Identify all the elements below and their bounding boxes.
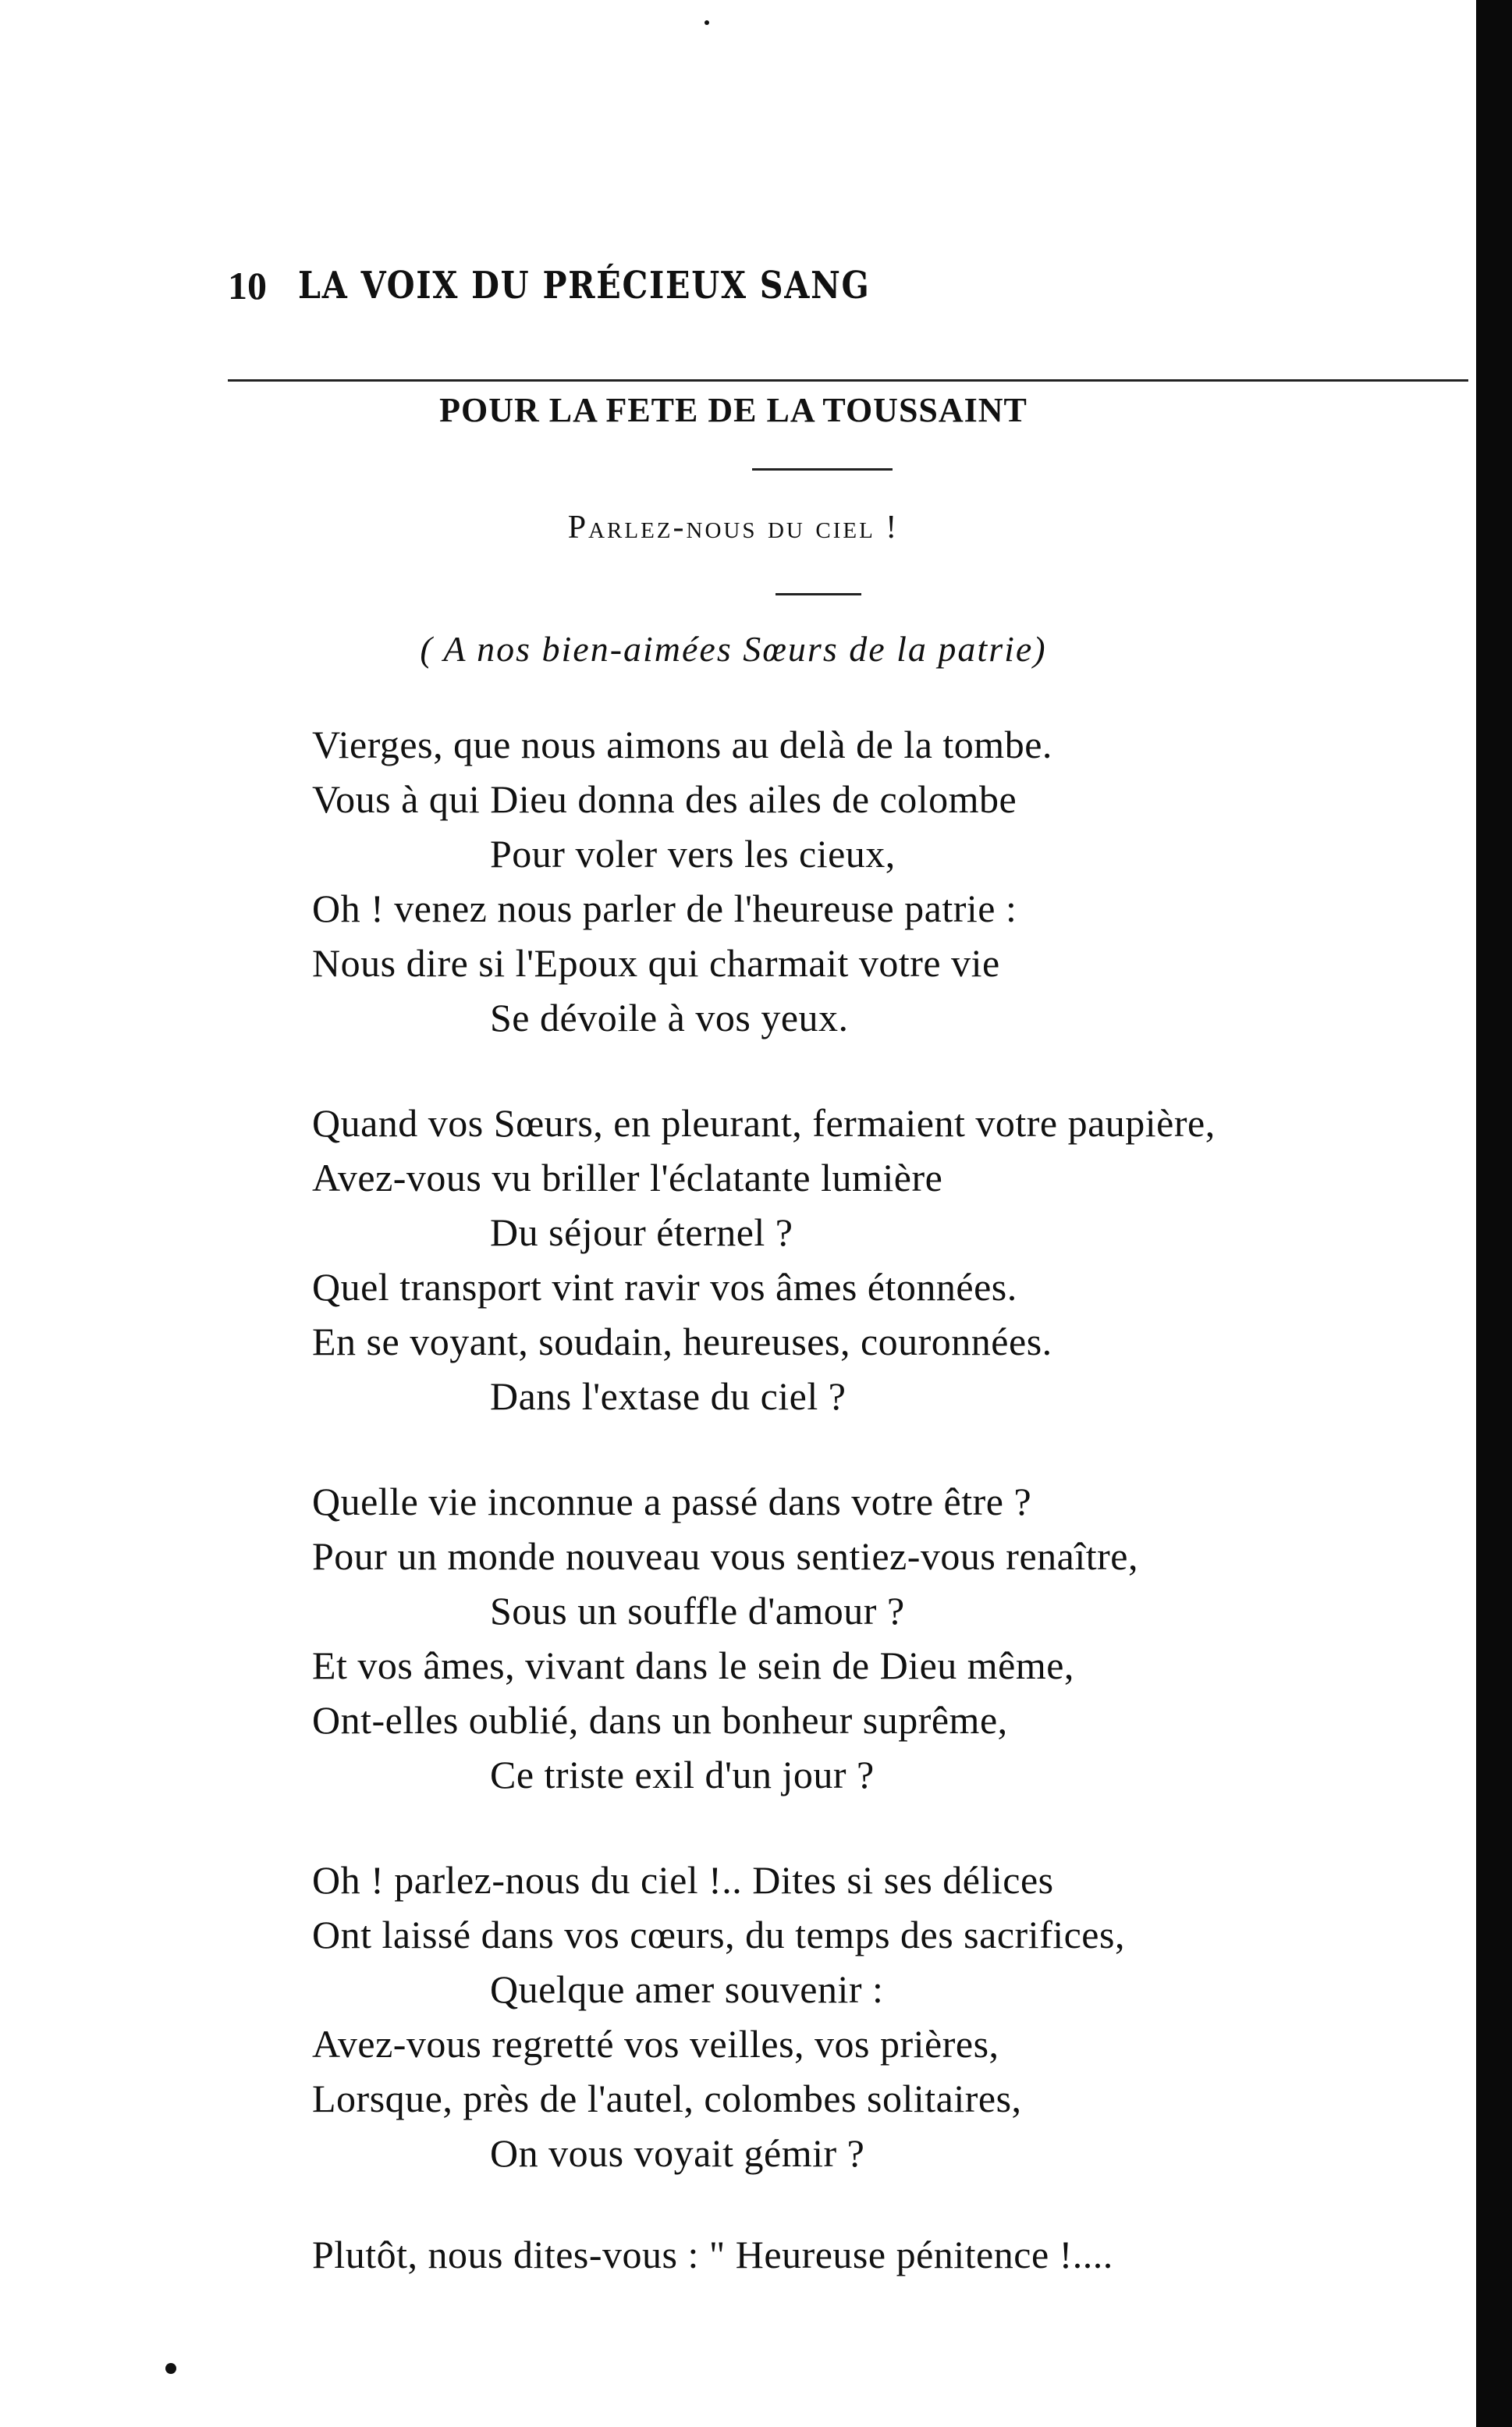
poem-line: Oh ! parlez-nous du ciel !.. Dites si ses délices [312,1858,1054,1902]
poem-title: POUR LA FETE DE LA TOUSSAINT [439,391,1028,429]
poem-line: Avez-vous regretté vos veilles, vos prières, [312,2022,999,2066]
poem-line: Plutôt, nous dites-vous : " Heureuse pénitence !.... [312,2233,1113,2276]
poem-line: On vous voyait gémir ? [490,2131,865,2175]
title-rule [752,468,893,471]
poem-line: Sous un souffle d'amour ? [490,1589,905,1633]
ink-speck [165,2363,176,2374]
page-number: 10 [228,264,267,307]
poem-line: Ont laissé dans vos cœurs, du temps des sacrifices, [312,1913,1125,1956]
poem-line: Pour voler vers les cieux, [490,832,896,876]
running-title: LA VOIX DU PRÉCIEUX SANG [298,264,871,307]
poem-line: Quelque amer souvenir : [490,1967,884,2011]
poem-line: Et vos âmes, vivant dans le sein de Dieu même, [312,1643,1074,1687]
poem-line: Oh ! venez nous parler de l'heureuse patrie : [312,887,1017,930]
poem-line: Avez-vous vu briller l'éclatante lumière [312,1156,943,1199]
running-header [228,262,1414,309]
poem-line: Vous à qui Dieu donna des ailes de colombe [312,777,1017,821]
poem-line: Quand vos Sœurs, en pleurant, fermaient votre paupière, [312,1101,1216,1145]
page-edge-shadow [1476,0,1512,2427]
poem-line: Lorsque, près de l'autel, colombes solitaires, [312,2077,1022,2120]
poem-line: Ce triste exil d'un jour ? [490,1753,875,1796]
poem-line: Ont-elles oublié, dans un bonheur suprême, [312,1698,1008,1742]
subtitle-rule [776,593,861,595]
ink-speck [705,20,709,25]
poem-line: Quelle vie inconnue a passé dans votre être ? [312,1480,1032,1523]
poem-dedication: ( A nos bien-aimées Sœurs de la patrie) [420,629,1047,669]
header-rule [228,379,1468,382]
poem-line: Pour un monde nouveau vous sentiez-vous renaître, [312,1534,1138,1578]
poem-line: En se voyant, soudain, heureuses, couronnées. [312,1320,1052,1363]
poem-line: Se dévoile à vos yeux. [490,996,849,1039]
poem-line: Du séjour éternel ? [490,1210,793,1254]
poem-line: Dans l'extase du ciel ? [490,1374,847,1418]
poem-line: Nous dire si l'Epoux qui charmait votre vie [312,941,1000,985]
poem-line: Quel transport vint ravir vos âmes étonnées. [312,1265,1017,1309]
poem-subtitle: Parlez-nous du ciel ! [567,510,900,545]
poem-line: Vierges, que nous aimons au delà de la tombe. [312,723,1052,766]
